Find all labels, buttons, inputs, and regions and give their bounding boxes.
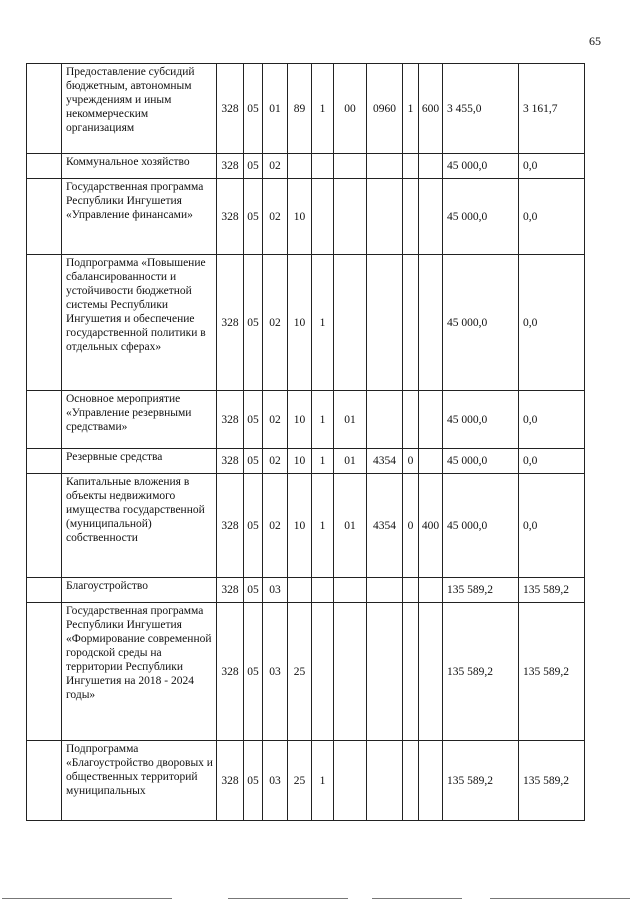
row-name-cell: Капитальные вложения в объекты недвижимого имущества государственной (муниципальной) собственности bbox=[62, 474, 217, 578]
row-number-cell bbox=[27, 449, 62, 474]
code-cell-c6: 01 bbox=[334, 474, 367, 578]
amount-cell-s1: 45 000,0 bbox=[443, 255, 519, 391]
code-cell-c6 bbox=[334, 154, 367, 179]
code-cell-c9 bbox=[419, 603, 443, 741]
footer-line bbox=[228, 898, 348, 899]
code-cell-c2: 05 bbox=[244, 255, 263, 391]
row-name-cell: Основное мероприятие «Управление резервными средствами» bbox=[62, 391, 217, 449]
code-cell-c6: 00 bbox=[334, 64, 367, 154]
code-cell-c8 bbox=[403, 578, 419, 603]
code-cell-c8 bbox=[403, 603, 419, 741]
code-cell-c8: 0 bbox=[403, 474, 419, 578]
code-cell-c2: 05 bbox=[244, 391, 263, 449]
code-cell-c1: 328 bbox=[217, 578, 244, 603]
amount-cell-s1: 45 000,0 bbox=[443, 154, 519, 179]
code-cell-c7 bbox=[367, 603, 403, 741]
code-cell-c9 bbox=[419, 154, 443, 179]
code-cell-c1: 328 bbox=[217, 741, 244, 821]
code-cell-c8 bbox=[403, 741, 419, 821]
amount-cell-s2: 0,0 bbox=[519, 255, 585, 391]
code-cell-c3: 02 bbox=[263, 391, 288, 449]
code-cell-c4 bbox=[288, 578, 312, 603]
footer-line bbox=[2, 898, 172, 899]
code-cell-c4: 10 bbox=[288, 179, 312, 255]
code-cell-c6: 01 bbox=[334, 449, 367, 474]
footer-line bbox=[372, 898, 462, 899]
amount-cell-s1: 45 000,0 bbox=[443, 391, 519, 449]
code-cell-c1: 328 bbox=[217, 64, 244, 154]
row-number-cell bbox=[27, 154, 62, 179]
code-cell-c8: 0 bbox=[403, 449, 419, 474]
code-cell-c5: 1 bbox=[312, 255, 334, 391]
code-cell-c1: 328 bbox=[217, 474, 244, 578]
code-cell-c7 bbox=[367, 391, 403, 449]
code-cell-c3: 02 bbox=[263, 255, 288, 391]
table-row bbox=[27, 603, 585, 741]
amount-cell-s2: 3 161,7 bbox=[519, 64, 585, 154]
code-cell-c9: 600 bbox=[419, 64, 443, 154]
page-number: 65 bbox=[589, 34, 601, 48]
code-cell-c7 bbox=[367, 741, 403, 821]
code-cell-c3: 03 bbox=[263, 578, 288, 603]
code-cell-c2: 05 bbox=[244, 474, 263, 578]
code-cell-c7: 4354 bbox=[367, 474, 403, 578]
table-row bbox=[27, 449, 585, 474]
row-number-cell bbox=[27, 179, 62, 255]
code-cell-c8 bbox=[403, 255, 419, 391]
row-number-cell bbox=[27, 603, 62, 741]
amount-cell-s1: 135 589,2 bbox=[443, 578, 519, 603]
code-cell-c6 bbox=[334, 255, 367, 391]
code-cell-c4: 10 bbox=[288, 391, 312, 449]
code-cell-c6 bbox=[334, 741, 367, 821]
row-name-cell: Благоустройство bbox=[62, 578, 217, 603]
amount-cell-s1: 45 000,0 bbox=[443, 474, 519, 578]
table-row bbox=[27, 391, 585, 449]
amount-cell-s2: 0,0 bbox=[519, 474, 585, 578]
code-cell-c8 bbox=[403, 391, 419, 449]
row-name-cell: Резервные средства bbox=[62, 449, 217, 474]
code-cell-c7: 0960 bbox=[367, 64, 403, 154]
row-name-cell: Государственная программа Республики Ингушетия «Управление финансами» bbox=[62, 179, 217, 255]
code-cell-c1: 328 bbox=[217, 255, 244, 391]
code-cell-c3: 02 bbox=[263, 449, 288, 474]
code-cell-c6: 01 bbox=[334, 391, 367, 449]
amount-cell-s2: 0,0 bbox=[519, 391, 585, 449]
code-cell-c6 bbox=[334, 578, 367, 603]
code-cell-c1: 328 bbox=[217, 179, 244, 255]
code-cell-c8 bbox=[403, 179, 419, 255]
amount-cell-s1: 3 455,0 bbox=[443, 64, 519, 154]
amount-cell-s1: 45 000,0 bbox=[443, 449, 519, 474]
amount-cell-s2: 0,0 bbox=[519, 154, 585, 179]
code-cell-c7 bbox=[367, 179, 403, 255]
code-cell-c5: 1 bbox=[312, 449, 334, 474]
amount-cell-s2: 0,0 bbox=[519, 179, 585, 255]
code-cell-c6 bbox=[334, 179, 367, 255]
footer-line bbox=[490, 898, 630, 899]
budget-table bbox=[26, 63, 585, 821]
code-cell-c3: 03 bbox=[263, 603, 288, 741]
code-cell-c8: 1 bbox=[403, 64, 419, 154]
code-cell-c3: 02 bbox=[263, 179, 288, 255]
code-cell-c3: 02 bbox=[263, 474, 288, 578]
amount-cell-s2: 135 589,2 bbox=[519, 578, 585, 603]
code-cell-c1: 328 bbox=[217, 603, 244, 741]
table-row bbox=[27, 179, 585, 255]
row-number-cell bbox=[27, 255, 62, 391]
code-cell-c2: 05 bbox=[244, 741, 263, 821]
code-cell-c9 bbox=[419, 179, 443, 255]
code-cell-c9 bbox=[419, 741, 443, 821]
code-cell-c4: 25 bbox=[288, 603, 312, 741]
code-cell-c5: 1 bbox=[312, 741, 334, 821]
code-cell-c2: 05 bbox=[244, 578, 263, 603]
code-cell-c2: 05 bbox=[244, 603, 263, 741]
row-name-cell: Государственная программа Республики Ингушетия «Формирование современной городской среды на территории Республики Ингушетия на 2018 - 2024 годы» bbox=[62, 603, 217, 741]
code-cell-c5 bbox=[312, 603, 334, 741]
code-cell-c9: 400 bbox=[419, 474, 443, 578]
code-cell-c7 bbox=[367, 255, 403, 391]
amount-cell-s1: 135 589,2 bbox=[443, 603, 519, 741]
code-cell-c6 bbox=[334, 603, 367, 741]
row-name-cell: Предоставление субсидий бюджетным, автономным учреждениям и иным некоммерческим организациям bbox=[62, 64, 217, 154]
code-cell-c7 bbox=[367, 578, 403, 603]
code-cell-c3: 01 bbox=[263, 64, 288, 154]
table-row bbox=[27, 578, 585, 603]
code-cell-c3: 03 bbox=[263, 741, 288, 821]
table-row bbox=[27, 64, 585, 154]
code-cell-c4: 10 bbox=[288, 449, 312, 474]
code-cell-c9 bbox=[419, 255, 443, 391]
code-cell-c9 bbox=[419, 391, 443, 449]
code-cell-c7 bbox=[367, 154, 403, 179]
code-cell-c1: 328 bbox=[217, 449, 244, 474]
table-row bbox=[27, 255, 585, 391]
code-cell-c4: 10 bbox=[288, 255, 312, 391]
code-cell-c2: 05 bbox=[244, 449, 263, 474]
row-name-cell: Коммунальное хозяйство bbox=[62, 154, 217, 179]
code-cell-c9 bbox=[419, 449, 443, 474]
table-row bbox=[27, 474, 585, 578]
row-number-cell bbox=[27, 64, 62, 154]
code-cell-c5 bbox=[312, 179, 334, 255]
amount-cell-s1: 45 000,0 bbox=[443, 179, 519, 255]
code-cell-c9 bbox=[419, 578, 443, 603]
code-cell-c5 bbox=[312, 154, 334, 179]
code-cell-c4 bbox=[288, 154, 312, 179]
code-cell-c5: 1 bbox=[312, 64, 334, 154]
code-cell-c5: 1 bbox=[312, 391, 334, 449]
row-name-cell: Подпрограмма «Благоустройство дворовых и общественных территорий муниципальных bbox=[62, 741, 217, 821]
code-cell-c1: 328 bbox=[217, 391, 244, 449]
row-number-cell bbox=[27, 474, 62, 578]
code-cell-c4: 25 bbox=[288, 741, 312, 821]
code-cell-c3: 02 bbox=[263, 154, 288, 179]
code-cell-c8 bbox=[403, 154, 419, 179]
amount-cell-s1: 135 589,2 bbox=[443, 741, 519, 821]
code-cell-c5 bbox=[312, 578, 334, 603]
code-cell-c5: 1 bbox=[312, 474, 334, 578]
amount-cell-s2: 135 589,2 bbox=[519, 603, 585, 741]
code-cell-c4: 89 bbox=[288, 64, 312, 154]
row-number-cell bbox=[27, 391, 62, 449]
code-cell-c7: 4354 bbox=[367, 449, 403, 474]
code-cell-c2: 05 bbox=[244, 64, 263, 154]
code-cell-c1: 328 bbox=[217, 154, 244, 179]
code-cell-c2: 05 bbox=[244, 179, 263, 255]
code-cell-c4: 10 bbox=[288, 474, 312, 578]
amount-cell-s2: 135 589,2 bbox=[519, 741, 585, 821]
row-name-cell: Подпрограмма «Повышение сбалансированности и устойчивости бюджетной системы Республики Ингушетия и обеспечение государственной политики в отдельных сферах» bbox=[62, 255, 217, 391]
code-cell-c2: 05 bbox=[244, 154, 263, 179]
table-row bbox=[27, 741, 585, 821]
row-number-cell bbox=[27, 578, 62, 603]
row-number-cell bbox=[27, 741, 62, 821]
table-row bbox=[27, 154, 585, 179]
amount-cell-s2: 0,0 bbox=[519, 449, 585, 474]
